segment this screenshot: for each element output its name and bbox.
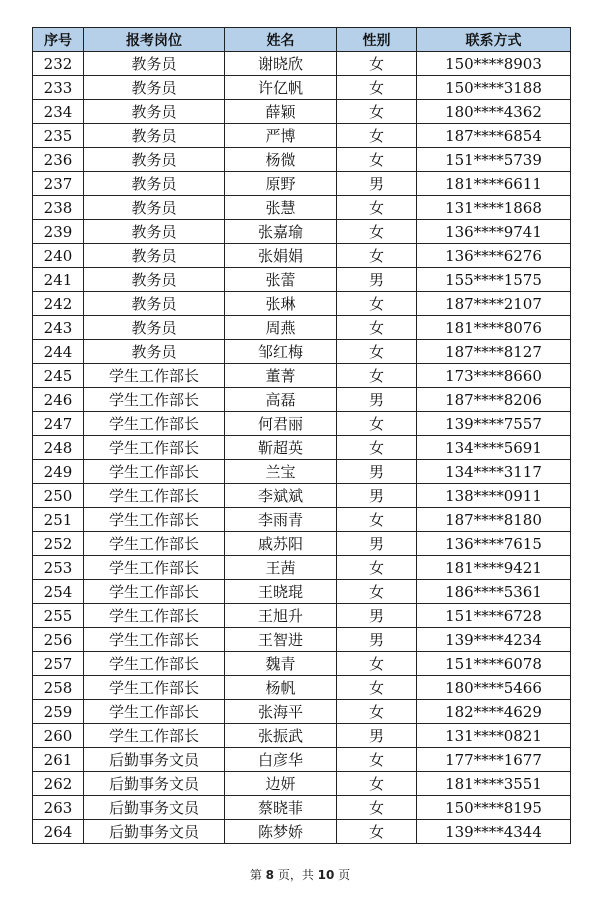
cell-serial-number: 242 [33, 292, 84, 316]
cell-name: 张琳 [225, 292, 337, 316]
cell-serial-number: 232 [33, 52, 84, 76]
cell-name: 陈梦娇 [225, 820, 337, 844]
cell-contact: 139****4234 [417, 628, 571, 652]
table-row [33, 820, 571, 844]
cell-gender: 男 [337, 724, 417, 748]
table-row [33, 748, 571, 772]
table-row [33, 700, 571, 724]
cell-position: 后勤事务文员 [84, 748, 225, 772]
cell-gender: 男 [337, 484, 417, 508]
table-header [33, 28, 571, 52]
cell-serial-number: 239 [33, 220, 84, 244]
table-row [33, 676, 571, 700]
cell-position: 后勤事务文员 [84, 820, 225, 844]
table-row [33, 772, 571, 796]
cell-name: 谢晓欣 [225, 52, 337, 76]
cell-serial-number: 235 [33, 124, 84, 148]
cell-contact: 150****8195 [417, 796, 571, 820]
cell-position: 教务员 [84, 124, 225, 148]
cell-name: 薛颖 [225, 100, 337, 124]
table-row [33, 532, 571, 556]
cell-serial-number: 251 [33, 508, 84, 532]
cell-serial-number: 238 [33, 196, 84, 220]
cell-serial-number: 247 [33, 412, 84, 436]
cell-name: 张振武 [225, 724, 337, 748]
cell-gender: 男 [337, 268, 417, 292]
cell-gender: 男 [337, 172, 417, 196]
table-row [33, 268, 571, 292]
table-row [33, 652, 571, 676]
table-row [33, 796, 571, 820]
footer-total-pages: 10 [317, 868, 335, 882]
cell-name: 蔡晓菲 [225, 796, 337, 820]
footer-prefix: 第 [249, 868, 266, 882]
cell-serial-number: 259 [33, 700, 84, 724]
cell-name: 张娟娟 [225, 244, 337, 268]
table-row [33, 196, 571, 220]
table-row [33, 412, 571, 436]
table-row [33, 148, 571, 172]
cell-contact: 136****6276 [417, 244, 571, 268]
cell-position: 教务员 [84, 316, 225, 340]
cell-contact: 136****9741 [417, 220, 571, 244]
cell-contact: 150****8903 [417, 52, 571, 76]
table-row [33, 436, 571, 460]
cell-contact: 187****6854 [417, 124, 571, 148]
cell-gender: 女 [337, 316, 417, 340]
footer-middle: 页，共 [274, 868, 318, 882]
cell-contact: 131****0821 [417, 724, 571, 748]
cell-position: 学生工作部长 [84, 364, 225, 388]
cell-serial-number: 257 [33, 652, 84, 676]
cell-position: 学生工作部长 [84, 412, 225, 436]
cell-position: 教务员 [84, 172, 225, 196]
cell-gender: 女 [337, 820, 417, 844]
cell-position: 学生工作部长 [84, 484, 225, 508]
cell-name: 白彦华 [225, 748, 337, 772]
cell-name: 严博 [225, 124, 337, 148]
cell-position: 学生工作部长 [84, 580, 225, 604]
cell-name: 戚苏阳 [225, 532, 337, 556]
cell-serial-number: 234 [33, 100, 84, 124]
header-name: 姓名 [225, 28, 337, 52]
cell-serial-number: 264 [33, 820, 84, 844]
cell-contact: 136****7615 [417, 532, 571, 556]
table-row [33, 364, 571, 388]
cell-serial-number: 258 [33, 676, 84, 700]
cell-position: 教务员 [84, 220, 225, 244]
cell-contact: 151****5739 [417, 148, 571, 172]
cell-name: 张蕾 [225, 268, 337, 292]
table-row [33, 316, 571, 340]
cell-position: 学生工作部长 [84, 724, 225, 748]
cell-position: 学生工作部长 [84, 532, 225, 556]
cell-contact: 134****5691 [417, 436, 571, 460]
cell-position: 学生工作部长 [84, 460, 225, 484]
cell-contact: 187****8127 [417, 340, 571, 364]
table-body [33, 52, 571, 844]
cell-name: 许亿帆 [225, 76, 337, 100]
cell-gender: 女 [337, 412, 417, 436]
cell-gender: 男 [337, 532, 417, 556]
cell-gender: 女 [337, 292, 417, 316]
cell-name: 周燕 [225, 316, 337, 340]
cell-serial-number: 245 [33, 364, 84, 388]
table-row [33, 172, 571, 196]
cell-gender: 女 [337, 340, 417, 364]
cell-name: 李雨青 [225, 508, 337, 532]
table-row [33, 292, 571, 316]
cell-position: 学生工作部长 [84, 556, 225, 580]
cell-serial-number: 256 [33, 628, 84, 652]
cell-position: 教务员 [84, 268, 225, 292]
cell-name: 王智进 [225, 628, 337, 652]
page-footer [0, 866, 600, 883]
cell-contact: 134****3117 [417, 460, 571, 484]
cell-gender: 女 [337, 76, 417, 100]
table-row [33, 52, 571, 76]
header-row [33, 28, 571, 52]
cell-contact: 151****6078 [417, 652, 571, 676]
cell-name: 原野 [225, 172, 337, 196]
cell-position: 学生工作部长 [84, 604, 225, 628]
applicant-table [32, 27, 571, 844]
cell-name: 杨微 [225, 148, 337, 172]
cell-gender: 男 [337, 460, 417, 484]
cell-name: 高磊 [225, 388, 337, 412]
cell-gender: 女 [337, 556, 417, 580]
cell-serial-number: 233 [33, 76, 84, 100]
cell-serial-number: 240 [33, 244, 84, 268]
table-row [33, 244, 571, 268]
cell-gender: 女 [337, 364, 417, 388]
cell-gender: 女 [337, 748, 417, 772]
cell-gender: 男 [337, 628, 417, 652]
table-row [33, 220, 571, 244]
cell-serial-number: 236 [33, 148, 84, 172]
cell-contact: 181****8076 [417, 316, 571, 340]
cell-gender: 女 [337, 436, 417, 460]
cell-contact: 186****5361 [417, 580, 571, 604]
table-row [33, 604, 571, 628]
footer-current-page: 8 [265, 868, 274, 882]
cell-name: 张嘉瑜 [225, 220, 337, 244]
cell-contact: 181****3551 [417, 772, 571, 796]
cell-gender: 女 [337, 772, 417, 796]
cell-serial-number: 241 [33, 268, 84, 292]
cell-position: 学生工作部长 [84, 436, 225, 460]
cell-gender: 女 [337, 124, 417, 148]
table-row [33, 724, 571, 748]
cell-position: 教务员 [84, 148, 225, 172]
cell-position: 教务员 [84, 340, 225, 364]
table-row [33, 508, 571, 532]
table-row [33, 580, 571, 604]
cell-contact: 180****4362 [417, 100, 571, 124]
cell-serial-number: 260 [33, 724, 84, 748]
cell-contact: 150****3188 [417, 76, 571, 100]
cell-name: 杨帆 [225, 676, 337, 700]
footer-suffix: 页 [334, 868, 351, 882]
cell-contact: 139****4344 [417, 820, 571, 844]
cell-contact: 181****6611 [417, 172, 571, 196]
cell-gender: 男 [337, 604, 417, 628]
table-row [33, 76, 571, 100]
cell-serial-number: 253 [33, 556, 84, 580]
cell-serial-number: 254 [33, 580, 84, 604]
cell-serial-number: 237 [33, 172, 84, 196]
cell-name: 王晓琨 [225, 580, 337, 604]
cell-gender: 女 [337, 100, 417, 124]
cell-serial-number: 249 [33, 460, 84, 484]
cell-name: 王旭升 [225, 604, 337, 628]
cell-position: 学生工作部长 [84, 628, 225, 652]
cell-gender: 女 [337, 196, 417, 220]
cell-name: 李斌斌 [225, 484, 337, 508]
cell-name: 兰宝 [225, 460, 337, 484]
table-row [33, 124, 571, 148]
table-row [33, 628, 571, 652]
cell-contact: 187****8206 [417, 388, 571, 412]
cell-serial-number: 246 [33, 388, 84, 412]
cell-gender: 女 [337, 52, 417, 76]
cell-position: 教务员 [84, 292, 225, 316]
cell-name: 董菁 [225, 364, 337, 388]
cell-position: 学生工作部长 [84, 652, 225, 676]
cell-serial-number: 262 [33, 772, 84, 796]
cell-name: 邹红梅 [225, 340, 337, 364]
cell-name: 边妍 [225, 772, 337, 796]
cell-position: 学生工作部长 [84, 388, 225, 412]
table-row [33, 340, 571, 364]
cell-contact: 138****0911 [417, 484, 571, 508]
cell-contact: 173****8660 [417, 364, 571, 388]
cell-gender: 男 [337, 388, 417, 412]
cell-serial-number: 263 [33, 796, 84, 820]
cell-gender: 女 [337, 148, 417, 172]
cell-name: 张慧 [225, 196, 337, 220]
cell-serial-number: 261 [33, 748, 84, 772]
cell-position: 教务员 [84, 52, 225, 76]
cell-position: 学生工作部长 [84, 676, 225, 700]
cell-gender: 女 [337, 580, 417, 604]
cell-contact: 131****1868 [417, 196, 571, 220]
header-serial-number: 序号 [33, 28, 84, 52]
cell-contact: 187****2107 [417, 292, 571, 316]
cell-contact: 139****7557 [417, 412, 571, 436]
cell-name: 靳超英 [225, 436, 337, 460]
cell-gender: 女 [337, 676, 417, 700]
cell-gender: 女 [337, 700, 417, 724]
cell-contact: 182****4629 [417, 700, 571, 724]
cell-position: 后勤事务文员 [84, 796, 225, 820]
cell-gender: 女 [337, 508, 417, 532]
cell-gender: 女 [337, 796, 417, 820]
table-row [33, 484, 571, 508]
cell-name: 张海平 [225, 700, 337, 724]
cell-serial-number: 243 [33, 316, 84, 340]
table-row [33, 556, 571, 580]
cell-gender: 女 [337, 652, 417, 676]
cell-serial-number: 255 [33, 604, 84, 628]
cell-position: 教务员 [84, 196, 225, 220]
cell-serial-number: 252 [33, 532, 84, 556]
header-position: 报考岗位 [84, 28, 225, 52]
cell-name: 魏青 [225, 652, 337, 676]
cell-position: 教务员 [84, 100, 225, 124]
cell-serial-number: 250 [33, 484, 84, 508]
cell-name: 王茜 [225, 556, 337, 580]
header-gender: 性别 [337, 28, 417, 52]
cell-name: 何君丽 [225, 412, 337, 436]
cell-gender: 女 [337, 220, 417, 244]
table-row [33, 100, 571, 124]
header-contact: 联系方式 [417, 28, 571, 52]
cell-gender: 女 [337, 244, 417, 268]
cell-position: 教务员 [84, 244, 225, 268]
table-row [33, 460, 571, 484]
cell-contact: 187****8180 [417, 508, 571, 532]
cell-contact: 181****9421 [417, 556, 571, 580]
cell-contact: 180****5466 [417, 676, 571, 700]
cell-serial-number: 244 [33, 340, 84, 364]
cell-position: 教务员 [84, 76, 225, 100]
table-row [33, 388, 571, 412]
cell-contact: 151****6728 [417, 604, 571, 628]
cell-position: 后勤事务文员 [84, 772, 225, 796]
cell-serial-number: 248 [33, 436, 84, 460]
cell-position: 学生工作部长 [84, 508, 225, 532]
cell-contact: 177****1677 [417, 748, 571, 772]
cell-position: 学生工作部长 [84, 700, 225, 724]
cell-contact: 155****1575 [417, 268, 571, 292]
